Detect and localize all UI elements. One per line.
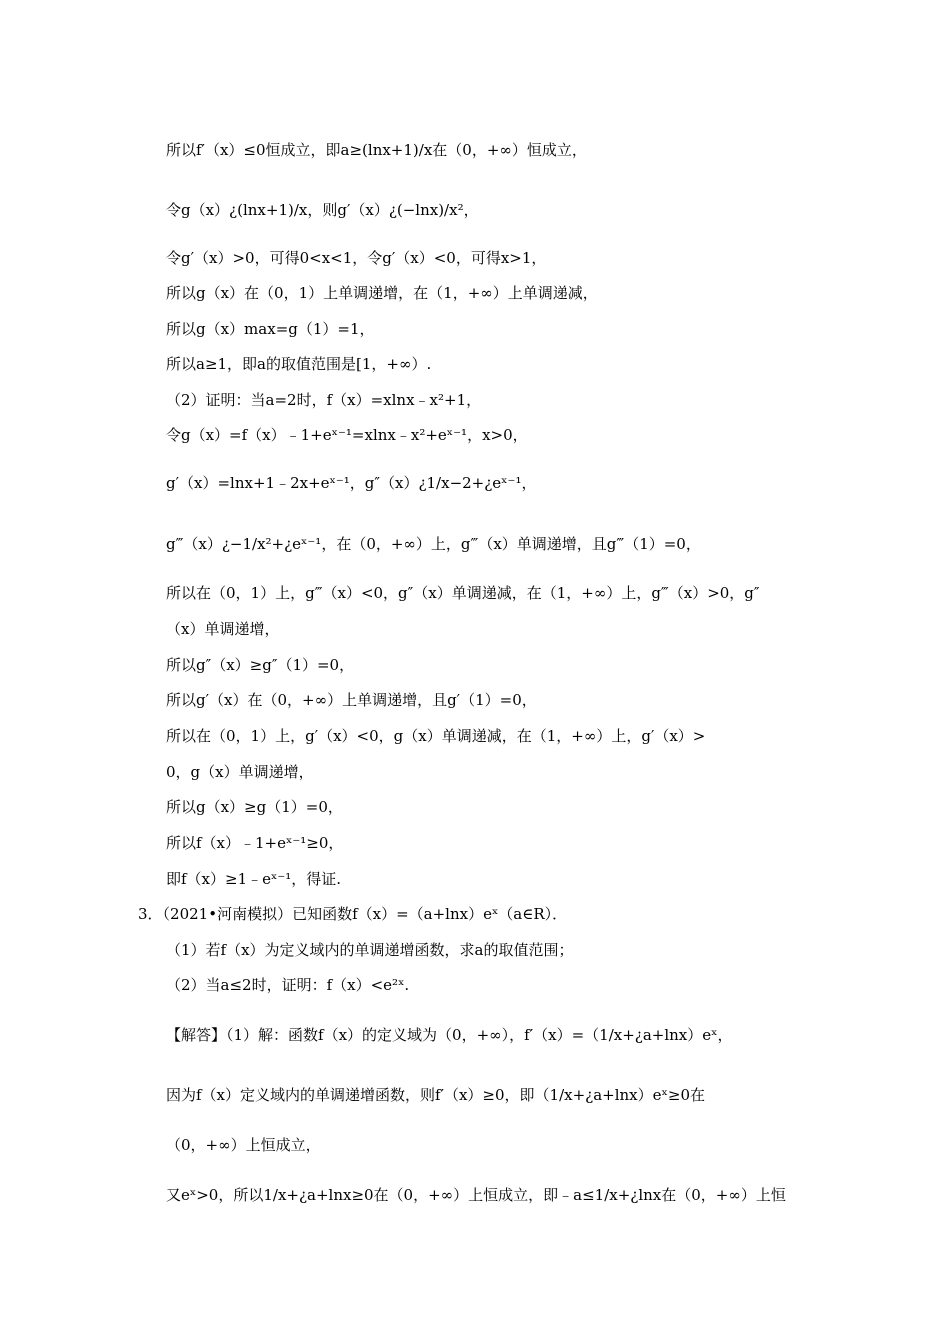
text-line: 所以g（x）≥g（1）=0， — [166, 798, 343, 816]
text-line: （0，+∞）上恒成立， — [166, 1136, 321, 1154]
text-line: （x）单调递增， — [166, 620, 280, 638]
problem-title: 3．（2021•河南模拟）已知函数f（x）=（a+lnx）eˣ（a∈R）． — [138, 905, 568, 923]
text-line: 所以g（x）在（0，1）上单调递增，在（1，+∞）上单调递减， — [166, 284, 598, 302]
text-line: （2）当a≤2时，证明：f（x）<e²ˣ. — [166, 976, 410, 994]
text-line: 所以g（x）max=g（1）=1， — [166, 320, 375, 338]
text-line: 令g（x）=f（x）﹣1+eˣ⁻¹=xlnx﹣x²+eˣ⁻¹，x>0， — [166, 426, 528, 444]
text-line: 令g′（x）>0，可得0<x<1，令g′（x）<0，可得x>1， — [166, 249, 547, 267]
text-line: 所以在（0，1）上，g′（x）<0，g（x）单调递减，在（1，+∞）上，g′（x）> — [166, 727, 706, 745]
text-line: 令g（x）¿(lnx+1)/x，则g′（x）¿(−lnx)/x²， — [166, 201, 479, 219]
text-line: （1）若f（x）为定义域内的单调递增函数，求a的取值范围； — [166, 941, 574, 959]
text-line: 所以f（x）﹣1+eˣ⁻¹≥0， — [166, 834, 344, 852]
text-line: 所以在（0，1）上，g‴（x）<0，g″（x）单调递减，在（1，+∞）上，g‴（x）>0，g″ — [166, 584, 760, 602]
text-line: 所以g″（x）≥g″（1）=0， — [166, 656, 355, 674]
text-line: g‴（x）¿−1/x²+¿eˣ⁻¹，在（0，+∞）上，g‴（x）单调递增，且g‴（1）=0， — [166, 535, 701, 553]
text-line: g′（x）=lnx+1﹣2x+eˣ⁻¹，g″（x）¿1/x−2+¿eˣ⁻¹， — [166, 474, 537, 492]
text-line: （2）证明：当a=2时，f（x）=xlnx﹣x²+1， — [166, 391, 482, 409]
text-line: 所以g′（x）在（0，+∞）上单调递增，且g′（1）=0， — [166, 691, 537, 709]
text-line: 所以a≥1，即a的取值范围是[1，+∞）. — [166, 355, 432, 373]
text-line: 因为f（x）定义域内的单调递增函数，则f′（x）≥0，即（1/x+¿a+lnx）eˣ≥0在 — [166, 1086, 705, 1104]
text-line: 又eˣ>0，所以1/x+¿a+lnx≥0在（0，+∞）上恒成立，即﹣a≤1/x+¿lnx在（0，+∞）上恒 — [166, 1186, 786, 1204]
answer-line: 【解答】（1）解：函数f（x）的定义域为（0，+∞），f′（x）=（1/x+¿a+lnx）eˣ， — [166, 1026, 733, 1044]
text-line: 即f（x）≥1﹣eˣ⁻¹，得证. — [166, 870, 342, 888]
text-line: 所以f′（x）≤0恒成立，即a≥(lnx+1)/x在（0，+∞）恒成立， — [166, 141, 587, 159]
text-line: 0，g（x）单调递增， — [166, 763, 314, 781]
